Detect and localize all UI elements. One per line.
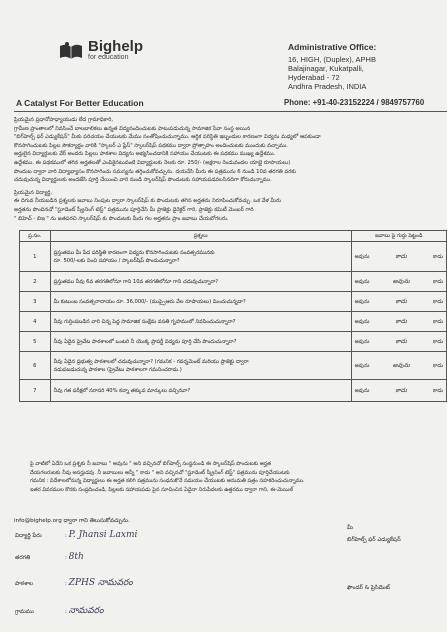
answer-cell[interactable]: [351, 242, 446, 272]
body-line: గ్రామీణ ప్రాంతాలలో నివసించే బాలబాలికలు ఉన్నత విద్యనందించుటకు పాటుపడుచున్న సామాజిక సేవా సంస్థ అయిన: [14, 125, 251, 132]
field-label: గ్రామము: [15, 609, 34, 615]
question-number: 4: [20, 312, 51, 332]
field-label: విద్యార్థి పేరు: [15, 533, 42, 539]
field-label: తరగతి: [15, 555, 31, 561]
question-text: ప్రస్తుతము మీ పేద పరిస్థితి కారణంగా విద్యను కొనసాగించుటకు సంవత్సరమునకు రూ. 500/-లకు నించి సహాయం / స్కాలర్‌షిప్ పొందుచున్నారా?: [50, 242, 351, 272]
question-number: 5: [20, 332, 51, 352]
phone-number: Phone: +91-40-23152224 / 9849757760: [284, 98, 425, 107]
answer-yes[interactable]: అవును: [354, 362, 370, 369]
footer-line: పై వాటిలో ఏదేని ఒక ప్రశ్నకు నీ జవాబు " అవును " అని వచ్చినచో బిగ్‌హెల్ప్ సంస్థనుండి ఈ స్కాలర్‌షిప్ పొందుటకు అర్హత: [30, 461, 272, 467]
sign-off-org: బిగ్‌హెల్ప్ ఫర్ ఎడ్యుకేషన్: [347, 537, 401, 543]
address-line: Hyderabad - 72: [288, 73, 340, 82]
logo-name: Bighelp: [88, 38, 143, 55]
question-number: 1: [20, 242, 51, 272]
question-number: 6: [20, 352, 51, 380]
handwritten-mark: అవును: [392, 361, 410, 369]
col-header-answer: జవాబు పై గుర్తు పెట్టండి: [351, 231, 446, 242]
footer-line: గమనిక : విదేశాలలోనున్న విద్యార్థులు ఈ అర్హత కలిగి పత్రమును సంధనుకొనే సమయం చేయుటకు అనుమతి పత్రం సహకరించుచున్నాము.: [30, 478, 305, 485]
body-line: పొందుట ద్వారా వారి విద్యాభ్యాసం కొనసాగించు సమస్యను తగ్గించుకోవచ్చును. దయచేసి మీరు ఈ పత్రమును 6 నుండి 10వ తరగతి వరకు: [14, 168, 296, 175]
eligibility-questions-table: [19, 230, 447, 402]
question-text: మీ కుటుంబ సంవత్సరాదాయం రూ. 36,000/- (ముప్పైఆరు వేల రూపాయలు) మించుచున్నదా?: [50, 292, 351, 312]
address-line: 16, HIGH, (Duplex), APHB: [288, 55, 376, 64]
handwritten-mark: కాదు: [395, 386, 407, 394]
answer-cell[interactable]: [351, 380, 446, 402]
handwritten-mark: కాదు: [395, 297, 407, 305]
question-text: ప్రస్తుతము నీవు 6వ తరగతిలోనూ గాని 10వ తరగతిలోనూ గాని చదువుచున్నారా?: [50, 272, 351, 292]
bighelp-logo: [58, 40, 143, 62]
field-value[interactable]: నామవరం: [68, 606, 104, 616]
handwritten-mark: అవును: [392, 277, 410, 285]
handwritten-mark: కాదు: [395, 252, 407, 260]
answer-no[interactable]: కాదు: [433, 278, 443, 285]
field-row-class: తరగతి : 8th: [15, 552, 84, 562]
salutation-headmaster: ప్రియమైన ప్రధానోపాధ్యాయుడు లేద గ్రామాధికారి,: [14, 117, 114, 123]
answer-yes[interactable]: అవును: [354, 298, 370, 305]
question-number: 3: [20, 292, 51, 312]
table-row: [20, 352, 447, 380]
footer-line: దేయగలరుటకు నీవు అసర్హుడవు. నీ జవాబులు అన్నీ " కాదు " అని వచ్చినచో "స్టూడెంట్ స్క్రీనింగ్ టెస్ట్" పత్రమును పూర్తిచేయుటకు: [30, 469, 290, 476]
body-line: ఉద్దేశము. ఈ పథకములో తగిన అర్హతలతో ఎంపికైనటువంటి విద్యార్థులకు నెలకు రూ. 250/- (అక్షరాల రెండువందల యాభై రూపాయలు): [14, 159, 291, 166]
answer-cell[interactable]: [351, 292, 446, 312]
footer-line: ఇతర వివరముల కొరకు సంప్రదించండి, పిల్లలకు సహాయపడు పైన సూచించిన ఏదైనా నిరుపేదలకు ఉత్తరము ద్వారా గాని, ఈ-మెయిల్: [30, 486, 294, 493]
table-row: [20, 380, 447, 402]
answer-yes[interactable]: అవును: [354, 318, 370, 325]
body-line: అర్హులైన విద్యార్థులకు వేర్ అందరు పిల్లలు పాఠశాల విద్యను అభ్యసించడానికి సహాయం చేయుటకు ఈ పథకము ముఖ్య ఉద్దేశము.: [14, 151, 276, 158]
field-label: పాఠశాల: [15, 581, 33, 587]
question-text: నీవు ఏదైన ప్రైవేట పాఠశాలలో ఒంటరి నీ యొక్క ప్రాపర్టీ విద్యను పూర్తి చేసి పొందుచున్నారా?: [50, 332, 351, 352]
answer-yes[interactable]: అవును: [354, 278, 370, 285]
question-number: 2: [20, 272, 51, 292]
office-address-block: [284, 42, 447, 107]
body-line: " బిహెచ్ - బిఇ " ను జతపరచి స్కాలర్‌షిప్ కు పొందుటకు మీరు గల అర్హతను ప్రాం జవాబు చేయబోగలరు.: [14, 215, 229, 222]
table-row: [20, 242, 447, 272]
question-text: నీవు గుర్తింపబడిన వారి చిన్న పెద్ద సామాజిక సంక్షేమ వసతి గృహములో నివసించుచున్నారా?: [50, 312, 351, 332]
answer-cell[interactable]: [351, 272, 446, 292]
answer-yes[interactable]: అవును: [354, 253, 370, 260]
footer-notes: [30, 460, 305, 494]
table-row: [20, 272, 447, 292]
question-number: 7: [20, 380, 51, 402]
field-value[interactable]: P. Jhansi Laxmi: [68, 530, 138, 540]
sign-off-top: మీ: [347, 525, 353, 531]
address-line: Balajinagar, Kukatpalli,: [288, 64, 364, 73]
question-text: నీవు ఏదైన ప్రభుత్వ పాఠశాలలో చదువుచున్నారా? (గమనిక - గవర్నమెంట్ మరియు ప్రాజెక్టు ద్వారా నడుపబడుచున్న పాఠశాల (ప్రైవేటు పాఠశాలగా గమనించరాదు.): [50, 352, 351, 380]
answer-no[interactable]: కాదు: [433, 387, 443, 394]
letter-body: [14, 116, 447, 223]
field-row-village: గ్రామము : నామవరం: [15, 606, 104, 616]
address-line: Andhra Pradesh, INDIA: [288, 82, 367, 91]
salutation-student: ప్రియమైన విద్యార్థి,: [14, 189, 53, 196]
table-row: [20, 312, 447, 332]
contact-email-line: info@bighelp.org ద్వారా గాని తెలుసుకోవచ్చును.: [14, 518, 130, 524]
open-book-icon: [58, 40, 84, 62]
answer-cell[interactable]: [351, 352, 446, 380]
body-line: ఈ దిగువ నీయబడిన ప్రశ్నలకు జవాబు నింపుట ద్వారా స్కాలర్‌షిప్ కు పొందుటకు తగిన అర్హతను నిరూపించుకోవచ్చు. ఒక వేళ మీరు: [14, 198, 282, 205]
field-row-name: విద్యార్థి పేరు : P. Jhansi Laxmi: [15, 530, 138, 540]
field-value[interactable]: ZPHS నామవరం: [68, 578, 133, 588]
answer-yes[interactable]: అవును: [354, 338, 370, 345]
handwritten-mark: కాదు: [395, 337, 407, 345]
answer-no[interactable]: కాదు: [433, 318, 443, 325]
body-line: కొనసాగించుటకు పిల్లల సౌకర్యార్థం వారికి "స్కాలర్ ఎ ప్లేస్" స్కాలర్‌షిప్ పథకము ద్వారా ప్రోత్సాహం అందించుటకు ముందుకు వచ్చాము.: [14, 142, 289, 149]
sign-off-title: ఫౌండర్ & ప్రెసిడెంట్: [347, 585, 390, 591]
col-header-questions: ప్రశ్నలు: [50, 231, 351, 242]
logo-subtitle: for education: [88, 54, 129, 61]
table-row: [20, 332, 447, 352]
answer-cell[interactable]: [351, 332, 446, 352]
answer-yes[interactable]: అవును: [354, 387, 370, 394]
answer-no[interactable]: కాదు: [433, 253, 443, 260]
answer-no[interactable]: కాదు: [433, 362, 443, 369]
question-text: నీవు గత పరీక్షలో సరాసరి 40% కన్నా తక్కువ మార్కులు వచ్చినవా?: [50, 380, 351, 402]
tagline: A Catalyst For Better Education: [16, 98, 144, 108]
body-line: అర్హతను పొందినచో "స్టూడెంట్ స్క్రీనింగ్ టెస్ట్" పత్రమును పూర్తిచేసి మీ ప్రాజెక్టు డైరెక్టర్ గారి, ప్రాజెక్టు కమిటీ మెంబర్ గారి: [14, 206, 254, 213]
header-divider: [14, 111, 447, 112]
col-header-number: ప్ర.సం.: [20, 231, 51, 242]
table-row: [20, 292, 447, 312]
answer-no[interactable]: కాదు: [433, 298, 443, 305]
office-title: Administrative Office:: [288, 42, 377, 52]
body-line: "బిగ్‌హెల్ప్ ఫర్ ఎడ్యుకేషన్" మీకు పరిచయం చేయుటకు మేము సంతోషించుచున్నాము. ఆర్థిక పరిస్థితి ఇబ్బందుల కారణంగా విద్యను మధ్యలో ఆపకుండా: [14, 134, 321, 141]
handwritten-mark: కాదు: [395, 317, 407, 325]
body-line: చదువుచున్న విద్యార్థులకు అందజేసి పూర్తి చేయించి వారి నుండి స్కాలర్‌షిప్ పొందుటకు సహాయపడవలసినదిగా కోరుచున్నాము.: [14, 177, 272, 184]
field-value[interactable]: 8th: [68, 552, 84, 562]
answer-no[interactable]: కాదు: [433, 338, 443, 345]
field-row-school: పాఠశాల : ZPHS నామవరం: [15, 578, 133, 588]
answer-cell[interactable]: [351, 312, 446, 332]
